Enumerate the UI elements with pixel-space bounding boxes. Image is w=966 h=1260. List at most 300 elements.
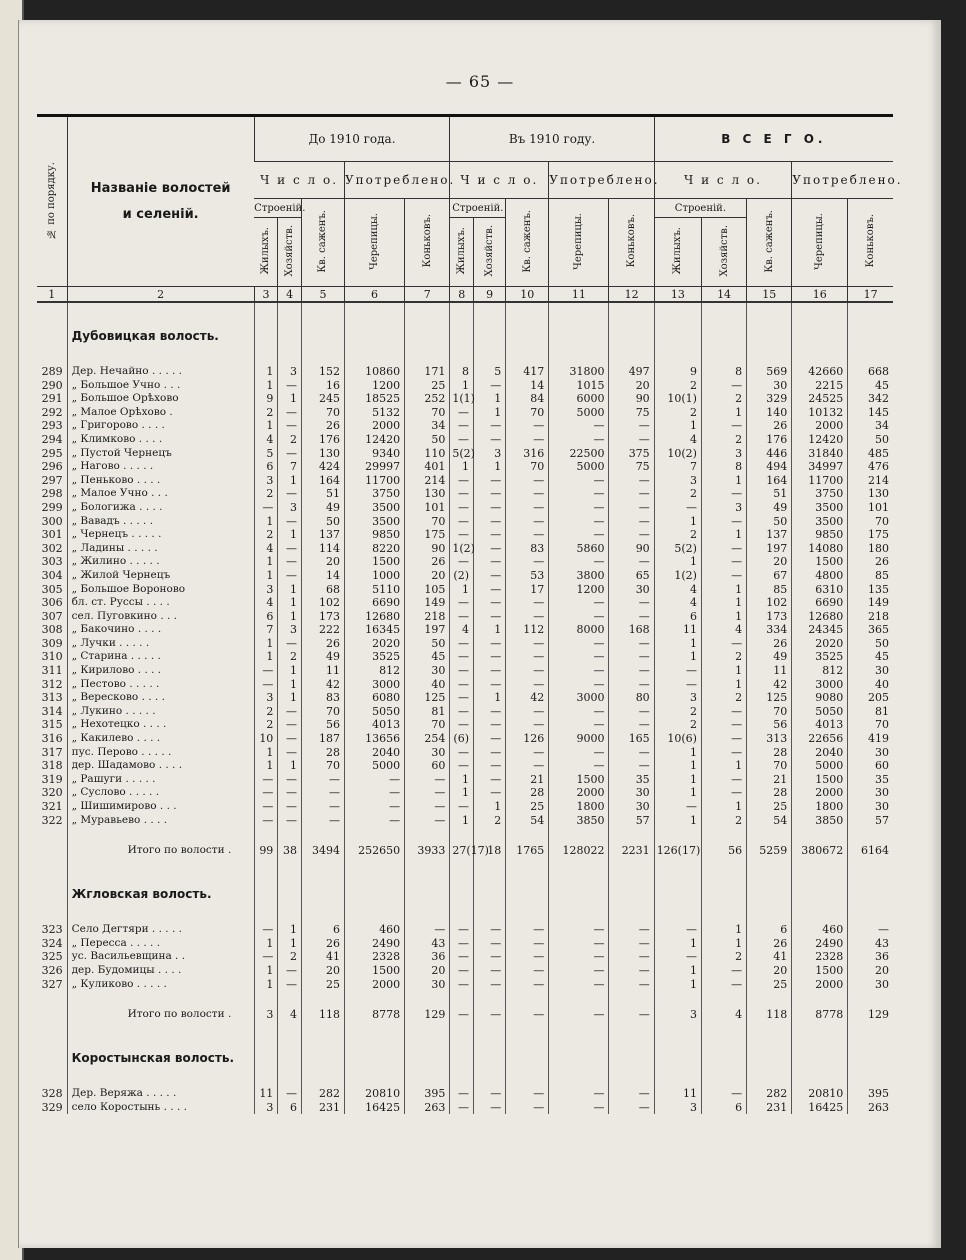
cell-value: 3 bbox=[654, 474, 701, 488]
cell-value: 42 bbox=[747, 678, 792, 692]
cell-value: 25 bbox=[301, 978, 344, 992]
cell-value: — bbox=[549, 650, 609, 664]
cell-value: — bbox=[474, 610, 506, 624]
row-number: 329 bbox=[41, 1100, 63, 1114]
cell-value: 4 bbox=[254, 542, 278, 556]
row-number bbox=[37, 841, 67, 861]
settlement-name: „ Жилино . . . . . bbox=[67, 555, 254, 569]
cell-value: 28 bbox=[301, 746, 344, 760]
section-title: Дубовицкая волость. bbox=[67, 317, 254, 351]
cell-value: 176 bbox=[747, 433, 792, 447]
header-buildings-a: Строеній. bbox=[254, 199, 301, 218]
row-number: 311 bbox=[41, 664, 63, 678]
cell-value: — bbox=[474, 746, 506, 760]
cell-value: 4800 bbox=[792, 569, 848, 583]
cell-value: — bbox=[654, 950, 701, 964]
cell-value: — bbox=[474, 1005, 506, 1025]
cell-value: 30 bbox=[848, 800, 893, 814]
cell-value: 1 bbox=[701, 759, 746, 773]
table-row bbox=[37, 542, 893, 556]
cell-value: 214 bbox=[848, 474, 893, 488]
column-number: 5 bbox=[301, 287, 344, 303]
cell-value: — bbox=[405, 814, 450, 828]
cell-value: 26 bbox=[405, 555, 450, 569]
cell-value: — bbox=[609, 705, 654, 719]
cell-value: 2000 bbox=[792, 786, 848, 800]
cell-value: 5 bbox=[254, 447, 278, 461]
cell-value: 12680 bbox=[344, 610, 404, 624]
cell-value: 2328 bbox=[792, 950, 848, 964]
cell-value: 54 bbox=[506, 814, 549, 828]
cell-value: 1 bbox=[254, 419, 278, 433]
cell-value: — bbox=[609, 487, 654, 501]
cell-value: 49 bbox=[301, 650, 344, 664]
cell-value: — bbox=[474, 773, 506, 787]
cell-value: 5860 bbox=[549, 542, 609, 556]
cell-value: 1 bbox=[254, 637, 278, 651]
table-row bbox=[37, 583, 893, 597]
cell-value: 1 bbox=[701, 474, 746, 488]
cell-value: — bbox=[549, 759, 609, 773]
cell-value: — bbox=[301, 800, 344, 814]
cell-value: 380672 bbox=[792, 841, 848, 861]
cell-value: — bbox=[450, 800, 474, 814]
cell-value: 4 bbox=[654, 433, 701, 447]
cell-value: — bbox=[609, 650, 654, 664]
settlement-name: дер. Будомицы . . . . bbox=[67, 964, 254, 978]
cell-value: 8 bbox=[701, 365, 746, 379]
cell-value: 34997 bbox=[792, 460, 848, 474]
row-number: 298 bbox=[41, 487, 63, 501]
cell-value: — bbox=[549, 555, 609, 569]
cell-value: 53 bbox=[506, 569, 549, 583]
row-number: 292 bbox=[41, 405, 63, 419]
cell-value: 4 bbox=[701, 1005, 746, 1025]
cell-value: — bbox=[278, 379, 302, 393]
cell-value: 56 bbox=[747, 718, 792, 732]
section-title: Жгловская волость. bbox=[67, 875, 254, 909]
cell-value: 494 bbox=[747, 460, 792, 474]
cell-value: — bbox=[506, 978, 549, 992]
cell-value: 126(17) bbox=[654, 841, 701, 861]
settlement-name: „ Лукино . . . . . bbox=[67, 705, 254, 719]
cell-value: — bbox=[474, 678, 506, 692]
cell-value: — bbox=[474, 637, 506, 651]
cell-value: — bbox=[701, 419, 746, 433]
cell-value: — bbox=[278, 487, 302, 501]
row-number: 314 bbox=[41, 704, 63, 718]
cell-value: — bbox=[474, 555, 506, 569]
table-row bbox=[37, 732, 893, 746]
cell-value: 6080 bbox=[344, 691, 404, 705]
cell-value: — bbox=[474, 923, 506, 937]
cell-value: 9850 bbox=[344, 528, 404, 542]
cell-value: 137 bbox=[301, 528, 344, 542]
cell-value: 130 bbox=[405, 487, 450, 501]
cell-value: 26 bbox=[747, 419, 792, 433]
settlement-name: Итого по волости . bbox=[67, 1005, 254, 1025]
row-number: 315 bbox=[41, 718, 63, 732]
cell-value: 25 bbox=[405, 379, 450, 393]
cell-value: — bbox=[474, 705, 506, 719]
cell-value: (6) bbox=[450, 732, 474, 746]
cell-value: — bbox=[701, 705, 746, 719]
cell-value: 7 bbox=[278, 460, 302, 474]
settlement-name: „ Рашуги . . . . . bbox=[67, 773, 254, 787]
cell-value: 1015 bbox=[549, 379, 609, 393]
cell-value: — bbox=[278, 637, 302, 651]
settlement-name: „ Куликово . . . . . bbox=[67, 978, 254, 992]
cell-value: — bbox=[474, 759, 506, 773]
cell-value: — bbox=[474, 950, 506, 964]
row-number: 320 bbox=[41, 786, 63, 800]
cell-value: — bbox=[701, 555, 746, 569]
cell-value: 9 bbox=[254, 392, 278, 406]
cell-value: 34 bbox=[405, 419, 450, 433]
table-row bbox=[37, 474, 893, 488]
cell-value: (2) bbox=[450, 569, 474, 583]
cell-value: — bbox=[450, 474, 474, 488]
cell-value: 1 bbox=[654, 759, 701, 773]
settlement-name: „ Лучки . . . . . bbox=[67, 637, 254, 651]
cell-value: 9080 bbox=[792, 691, 848, 705]
cell-value: — bbox=[450, 515, 474, 529]
cell-value: 20810 bbox=[792, 1087, 848, 1101]
row-number: 307 bbox=[41, 609, 63, 623]
cell-value: — bbox=[506, 637, 549, 651]
row-number: 305 bbox=[41, 582, 63, 596]
cell-value: 1 bbox=[701, 583, 746, 597]
row-number: 291 bbox=[41, 392, 63, 406]
cell-value: 2 bbox=[654, 406, 701, 420]
cell-value: — bbox=[701, 515, 746, 529]
cell-value: 569 bbox=[747, 365, 792, 379]
cell-value: 45 bbox=[405, 650, 450, 664]
cell-value: 70 bbox=[506, 406, 549, 420]
cell-value: 1 bbox=[254, 379, 278, 393]
cell-value: 1 bbox=[474, 392, 506, 406]
cell-value: 1 bbox=[701, 664, 746, 678]
cell-value: 222 bbox=[301, 623, 344, 637]
cell-value: 20 bbox=[747, 964, 792, 978]
cell-value: 110 bbox=[405, 447, 450, 461]
cell-value: 1 bbox=[254, 650, 278, 664]
row-number: 301 bbox=[41, 528, 63, 542]
cell-value: — bbox=[405, 923, 450, 937]
header-count-a: Ч и с л о. bbox=[254, 162, 344, 199]
column-number: 1 bbox=[37, 287, 67, 303]
cell-value: — bbox=[609, 1005, 654, 1025]
cell-value: 316 bbox=[506, 447, 549, 461]
cell-value: 2 bbox=[278, 433, 302, 447]
cell-value: 130 bbox=[301, 447, 344, 461]
cell-value: 30 bbox=[609, 583, 654, 597]
cell-value: 4 bbox=[654, 596, 701, 610]
cell-value: 112 bbox=[506, 623, 549, 637]
cell-value: 5 bbox=[474, 365, 506, 379]
cell-value: 3000 bbox=[792, 678, 848, 692]
cell-value: 3000 bbox=[549, 691, 609, 705]
cell-value: 2 bbox=[701, 950, 746, 964]
cell-value: — bbox=[506, 746, 549, 760]
cell-value: 30 bbox=[405, 664, 450, 678]
cell-value: 2 bbox=[278, 650, 302, 664]
cell-value: 49 bbox=[747, 650, 792, 664]
cell-value: 81 bbox=[405, 705, 450, 719]
section-title-row bbox=[37, 875, 893, 909]
cell-value: 176 bbox=[301, 433, 344, 447]
cell-value: 812 bbox=[792, 664, 848, 678]
column-number: 10 bbox=[506, 287, 549, 303]
row-number: 295 bbox=[41, 446, 63, 460]
cell-value: — bbox=[474, 433, 506, 447]
table-row bbox=[37, 419, 893, 433]
table-row bbox=[37, 379, 893, 393]
cell-value: — bbox=[609, 528, 654, 542]
cell-value: 31840 bbox=[792, 447, 848, 461]
cell-value: 2040 bbox=[344, 746, 404, 760]
cell-value: 40 bbox=[405, 678, 450, 692]
row-number: 293 bbox=[41, 419, 63, 433]
header-used-a: Употреблено. bbox=[344, 162, 449, 199]
cell-value: 2 bbox=[474, 814, 506, 828]
cell-value: — bbox=[254, 800, 278, 814]
cell-value: 1800 bbox=[549, 800, 609, 814]
row-number: 299 bbox=[41, 500, 63, 514]
cell-value: 30 bbox=[848, 786, 893, 800]
cell-value: 50 bbox=[301, 515, 344, 529]
column-number: 4 bbox=[278, 287, 302, 303]
cell-value: — bbox=[450, 964, 474, 978]
cell-value: 70 bbox=[301, 759, 344, 773]
cell-value: — bbox=[254, 773, 278, 787]
header-before-1910: До 1910 года. bbox=[254, 117, 450, 162]
cell-value: — bbox=[549, 718, 609, 732]
cell-value: — bbox=[609, 501, 654, 515]
cell-value: — bbox=[450, 555, 474, 569]
cell-value: — bbox=[450, 718, 474, 732]
section-title: Коростынская волость. bbox=[67, 1039, 254, 1073]
cell-value: 22500 bbox=[549, 447, 609, 461]
cell-value: 164 bbox=[301, 474, 344, 488]
cell-value: — bbox=[701, 746, 746, 760]
cell-value: — bbox=[450, 596, 474, 610]
cell-value: — bbox=[701, 542, 746, 556]
cell-value: 3850 bbox=[792, 814, 848, 828]
cell-value: 375 bbox=[609, 447, 654, 461]
cell-value: 214 bbox=[405, 474, 450, 488]
cell-value: 20 bbox=[301, 964, 344, 978]
cell-value: 9850 bbox=[792, 528, 848, 542]
settlement-name: „ Малое Орѣхово . bbox=[67, 406, 254, 420]
cell-value: 26 bbox=[747, 637, 792, 651]
cell-value: — bbox=[278, 786, 302, 800]
cell-value: 2 bbox=[701, 392, 746, 406]
cell-value: — bbox=[609, 474, 654, 488]
cell-value: 8 bbox=[450, 365, 474, 379]
cell-value: — bbox=[506, 474, 549, 488]
cell-value: — bbox=[609, 746, 654, 760]
cell-value: — bbox=[506, 596, 549, 610]
cell-value: 6 bbox=[254, 610, 278, 624]
cell-value: 4 bbox=[654, 583, 701, 597]
cell-value: 395 bbox=[405, 1087, 450, 1101]
cell-value: — bbox=[278, 555, 302, 569]
cell-value: 3 bbox=[254, 1101, 278, 1115]
cell-value: 401 bbox=[405, 460, 450, 474]
cell-value: 70 bbox=[747, 705, 792, 719]
cell-value: 1 bbox=[254, 746, 278, 760]
cell-value: — bbox=[474, 542, 506, 556]
cell-value: 40 bbox=[848, 678, 893, 692]
cell-value: — bbox=[405, 773, 450, 787]
cell-value: — bbox=[450, 759, 474, 773]
cell-value: — bbox=[609, 419, 654, 433]
cell-value: 365 bbox=[848, 623, 893, 637]
cell-value: — bbox=[450, 664, 474, 678]
cell-value: — bbox=[278, 1087, 302, 1101]
cell-value: — bbox=[549, 637, 609, 651]
cell-value: 70 bbox=[747, 759, 792, 773]
settlement-name: „ Пеньково . . . . bbox=[67, 474, 254, 488]
cell-value: 313 bbox=[747, 732, 792, 746]
settlement-name: „ Кирилово . . . . bbox=[67, 664, 254, 678]
table-row bbox=[37, 637, 893, 651]
settlement-name: „ Шишимирово . . . bbox=[67, 800, 254, 814]
cell-value: 24345 bbox=[792, 623, 848, 637]
cell-value: — bbox=[474, 583, 506, 597]
cell-value: — bbox=[474, 474, 506, 488]
cell-value: 1 bbox=[450, 773, 474, 787]
cell-value: 1500 bbox=[549, 773, 609, 787]
cell-value: — bbox=[609, 978, 654, 992]
cell-value: 485 bbox=[848, 447, 893, 461]
cell-value: — bbox=[549, 746, 609, 760]
cell-value: — bbox=[450, 923, 474, 937]
table-row bbox=[37, 460, 893, 474]
cell-value: 1500 bbox=[344, 555, 404, 569]
cell-value: 70 bbox=[848, 718, 893, 732]
cell-value: 16425 bbox=[792, 1101, 848, 1115]
settlement-name: „ Бакочино . . . . bbox=[67, 623, 254, 637]
cell-value: 14 bbox=[506, 379, 549, 393]
cell-value: — bbox=[549, 664, 609, 678]
cell-value: — bbox=[549, 964, 609, 978]
cell-value: 125 bbox=[747, 691, 792, 705]
cell-value: 101 bbox=[405, 501, 450, 515]
cell-value: 135 bbox=[848, 583, 893, 597]
cell-value: 3 bbox=[654, 1101, 701, 1115]
cell-value: 8778 bbox=[344, 1005, 404, 1025]
cell-value: 2 bbox=[701, 691, 746, 705]
cell-value: — bbox=[701, 487, 746, 501]
table-row bbox=[37, 610, 893, 624]
cell-value: 36 bbox=[848, 950, 893, 964]
cell-value: 1 bbox=[278, 474, 302, 488]
cell-value: 2 bbox=[654, 718, 701, 732]
cell-value: 11700 bbox=[792, 474, 848, 488]
table-row bbox=[37, 978, 893, 992]
table-row bbox=[37, 691, 893, 705]
cell-value: — bbox=[549, 923, 609, 937]
cell-value: 3750 bbox=[344, 487, 404, 501]
cell-value: — bbox=[405, 800, 450, 814]
cell-value: — bbox=[278, 718, 302, 732]
cell-value: 42 bbox=[506, 691, 549, 705]
cell-value: 118 bbox=[301, 1005, 344, 1025]
table-body bbox=[37, 302, 893, 1114]
cell-value: — bbox=[278, 964, 302, 978]
cell-value: 20 bbox=[405, 964, 450, 978]
settlement-name: „ Ладины . . . . . bbox=[67, 542, 254, 556]
cell-value: 49 bbox=[301, 501, 344, 515]
settlement-name: бл. ст. Руссы . . . . bbox=[67, 596, 254, 610]
cell-value: 180 bbox=[848, 542, 893, 556]
cell-value: 30 bbox=[848, 746, 893, 760]
cell-value: 1 bbox=[701, 406, 746, 420]
cell-value: 10(1) bbox=[654, 392, 701, 406]
cell-value: 18525 bbox=[344, 392, 404, 406]
cell-value: 145 bbox=[848, 406, 893, 420]
row-number: 327 bbox=[41, 977, 63, 991]
cell-value: 90 bbox=[405, 542, 450, 556]
cell-value: 28 bbox=[747, 746, 792, 760]
cell-value: 70 bbox=[301, 406, 344, 420]
cell-value: 102 bbox=[301, 596, 344, 610]
cell-value: 1 bbox=[278, 528, 302, 542]
cell-value: 334 bbox=[747, 623, 792, 637]
cell-value: — bbox=[344, 786, 404, 800]
settlement-name: село Коростынь . . . . bbox=[67, 1101, 254, 1115]
cell-value: 56 bbox=[701, 841, 746, 861]
cell-value: 1 bbox=[450, 379, 474, 393]
cell-value: 1 bbox=[654, 773, 701, 787]
column-number: 14 bbox=[701, 287, 746, 303]
cell-value: 70 bbox=[405, 515, 450, 529]
total-row bbox=[37, 841, 893, 861]
cell-value: 4 bbox=[450, 623, 474, 637]
cell-value: — bbox=[609, 433, 654, 447]
cell-value: 21 bbox=[506, 773, 549, 787]
cell-value: — bbox=[609, 678, 654, 692]
settlement-name: „ Григорово . . . . bbox=[67, 419, 254, 433]
column-number: 16 bbox=[792, 287, 848, 303]
cell-value: — bbox=[278, 978, 302, 992]
cell-value: 263 bbox=[848, 1101, 893, 1115]
cell-value: 70 bbox=[405, 406, 450, 420]
cell-value: 114 bbox=[301, 542, 344, 556]
section-title-row bbox=[37, 317, 893, 351]
column-number: 3 bbox=[254, 287, 278, 303]
cell-value: 57 bbox=[848, 814, 893, 828]
row-number: 321 bbox=[41, 800, 63, 813]
cell-value: 1 bbox=[701, 610, 746, 624]
cell-value: 45 bbox=[848, 379, 893, 393]
cell-value: 263 bbox=[405, 1101, 450, 1115]
cell-value: 4 bbox=[254, 596, 278, 610]
cell-value: 118 bbox=[747, 1005, 792, 1025]
cell-value: — bbox=[549, 705, 609, 719]
cell-value: — bbox=[609, 637, 654, 651]
cell-value: — bbox=[450, 746, 474, 760]
statistics-table: № по порядку. Названіе волостей и селеній. До 1910 года. Въ 1910 году. В С Е Г О. Ч и с л о. Употреблено. Ч и с л о. Употреблено. Ч и с л о. Употреблено. Строеній. Кв. саженъ. Черепицы. Коньковъ. Строеній. Кв. саженъ. Черепицы. Коньковъ. Строеній. Кв. саженъ. Черепицы. Коньковъ. Жилыхъ. Хозяйств. Жилыхъ. Хозяйств. Жилыхъ. Хозяйств. 1 2 3 4 5 6 7 8 9 10 11 12 13 14 15 16 17 Дубовицкая волость. 289 Дер. Нечайно . . . . . 1 3 152 10860 171 8 5 417 31800 497 9 8 569 42660 668 290 „ Большое Учно . . . 1 — 16 1200 25 1 — 14 1015 20 2 — 30 2215 45 291 „ Большое Орѣхово 9 1 245 18525 252 1(1) 1 84 6000 90 10(1) 2 329 24525 342 292 „ Малое Орѣхово . 2 — 70 5132 70 — 1 70 5000 75 2 1 140 10132 145 293 „ Григорово . . . . 1 — 26 2000 34 — — — — — 1 — 26 2000 34 294 „ Климково . . . . 4 2 176 12420 50 — — — — — 4 2 176 12420 50 295 „ Пустой Чернецъ 5 — 130 9340 110 5(2) 3 316 22500 375 10(2) 3 446 31840 485 296 „ Нагово . . . . . 6 7 424 29997 401 1 1 70 5000 75 7 8 494 34997 476 297 „ Пеньково . . . . 3 1 164 11700 214 — — — — — 3 1 164 11700 214 298 „ Малое Учно . . . 2 — 51 3750 130 — — — — — 2 — 51 3750 130 299 „ Бологижа . . . . — 3 49 3500 101 — — — — — — 3 49 3500 101 300 „ Вавадъ . . . . . 1 — 50 3500 70 — — — — — 1 — 50 3500 70 301 „ Чернецъ . . . . . 2 1 137 9850 175 — — — — — 2 1 137 9850 175 302 „ Ладины . . . . . 4 — 114 8220 90 1(2) — 83 5860 90 5(2) — 197 14080 180 303 „ Жилино . . . . . 1 — 20 1500 26 — — — — — 1 — 20 1500 26 304 „ Жилой Чернецъ 1 — 14 1000 20 (2) — 53 3800 65 1(2) — 67 4800 85 305 „ Большое Вороново 3 1 68 5110 105 1 — 17 1200 30 4 1 85 6310 135 306 бл. ст. Руссы . . . . 4 1 102 6690 149 — — — — — 4 1 102 6690 149 307 сел. Пуговкино . . . 6 1 173 12680 218 — — — — — 6 1 173 12680 218 308 „ Бакочино . . . . 7 3 222 16345 197 4 1 112 8000 168 11 4 334 24345 365 309 „ Лучки . . . . . 1 — 26 2020 50 — — — — — 1 — 26 2020 50 310 „ Старина . . . . . 1 2 49 3525 45 — — — — — 1 2 49 3525 45 311 „ Кирилово . . . . — 1 11 812 30 — — — — — — 1 11 812 30 312 „ Пестово . . . . . — 1 42 3000 40 — — — — — — 1 42 3000 40 313 „ Вересково . . . . 3 1 83 6080 125 — 1 42 3000 80 3 2 125 9080 205 314 „ Лукино . . . . . 2 — 70 5050 81 — — — — — 2 — 70 5050 81 315 „ Нехотецко . . . . 2 — 56 4013 70 — — — — — 2 — 56 4013 70 316 „ Какилево . . . . 10 — 187 13656 254 (6) — 126 9000 165 10(6) — 313 22656 419 317 пус. Перово . . . . . 1 — 28 2040 30 — — — — — 1 — 28 2040 30 318 дер. Шадамово . . . . 1 1 70 5000 60 — — — — — 1 1 70 5000 60 319 „ Рашуги . . . . . — — — — — 1 — 21 1500 35 1 — 21 1500 35 320 „ Суслово . . . . . — — — — — 1 — 28 2000 30 1 — 28 2000 30 321 „ Шишимирово . . . — — — — — — 1 25 1800 30 — 1 25 1800 30 322 „ Муравьево . . . . — — — — — 1 2 54 3850 57 1 2 54 3850 57 Итого по волости . 99 38 3494 252650 3933 27(17) 18 1765 128022 2231 126(17) 56 5259 380672 6164 Жгловская волость. 323 Село Дегтяри . . . . . — 1 6 460 — — — — — — — 1 6 460 — 324 „ Пересса . . . . . 1 1 26 2490 43 — — — — — 1 1 26 2490 43 325 ус. Васильевщина . . — 2 41 2328 36 — — — — — — 2 41 2328 36 326 дер. Будомицы . . . . 1 — 20 1500 20 — — — — — 1 — 20 1500 20 327 „ Куликово . . . . . 1 — 25 2000 30 — — — — — 1 — 25 2000 30 Итого по волости . 3 4 118 8778 129 — — — — — 3 4 118 8778 129 Коростынская волость. 328 Дер. Веряжа . . . . . 11 — 282 20810 395 — — — — — 11 — 282 20810 395 329 село Коростынь . . . . 3 6 231 16425 263 — — — — — 3 6 231 16425 263 bbox=[37, 114, 893, 1114]
cell-value: — bbox=[506, 515, 549, 529]
cell-value: 129 bbox=[848, 1005, 893, 1025]
cell-value: — bbox=[609, 923, 654, 937]
cell-value: 41 bbox=[747, 950, 792, 964]
cell-value: — bbox=[450, 419, 474, 433]
cell-value: 5(2) bbox=[450, 447, 474, 461]
